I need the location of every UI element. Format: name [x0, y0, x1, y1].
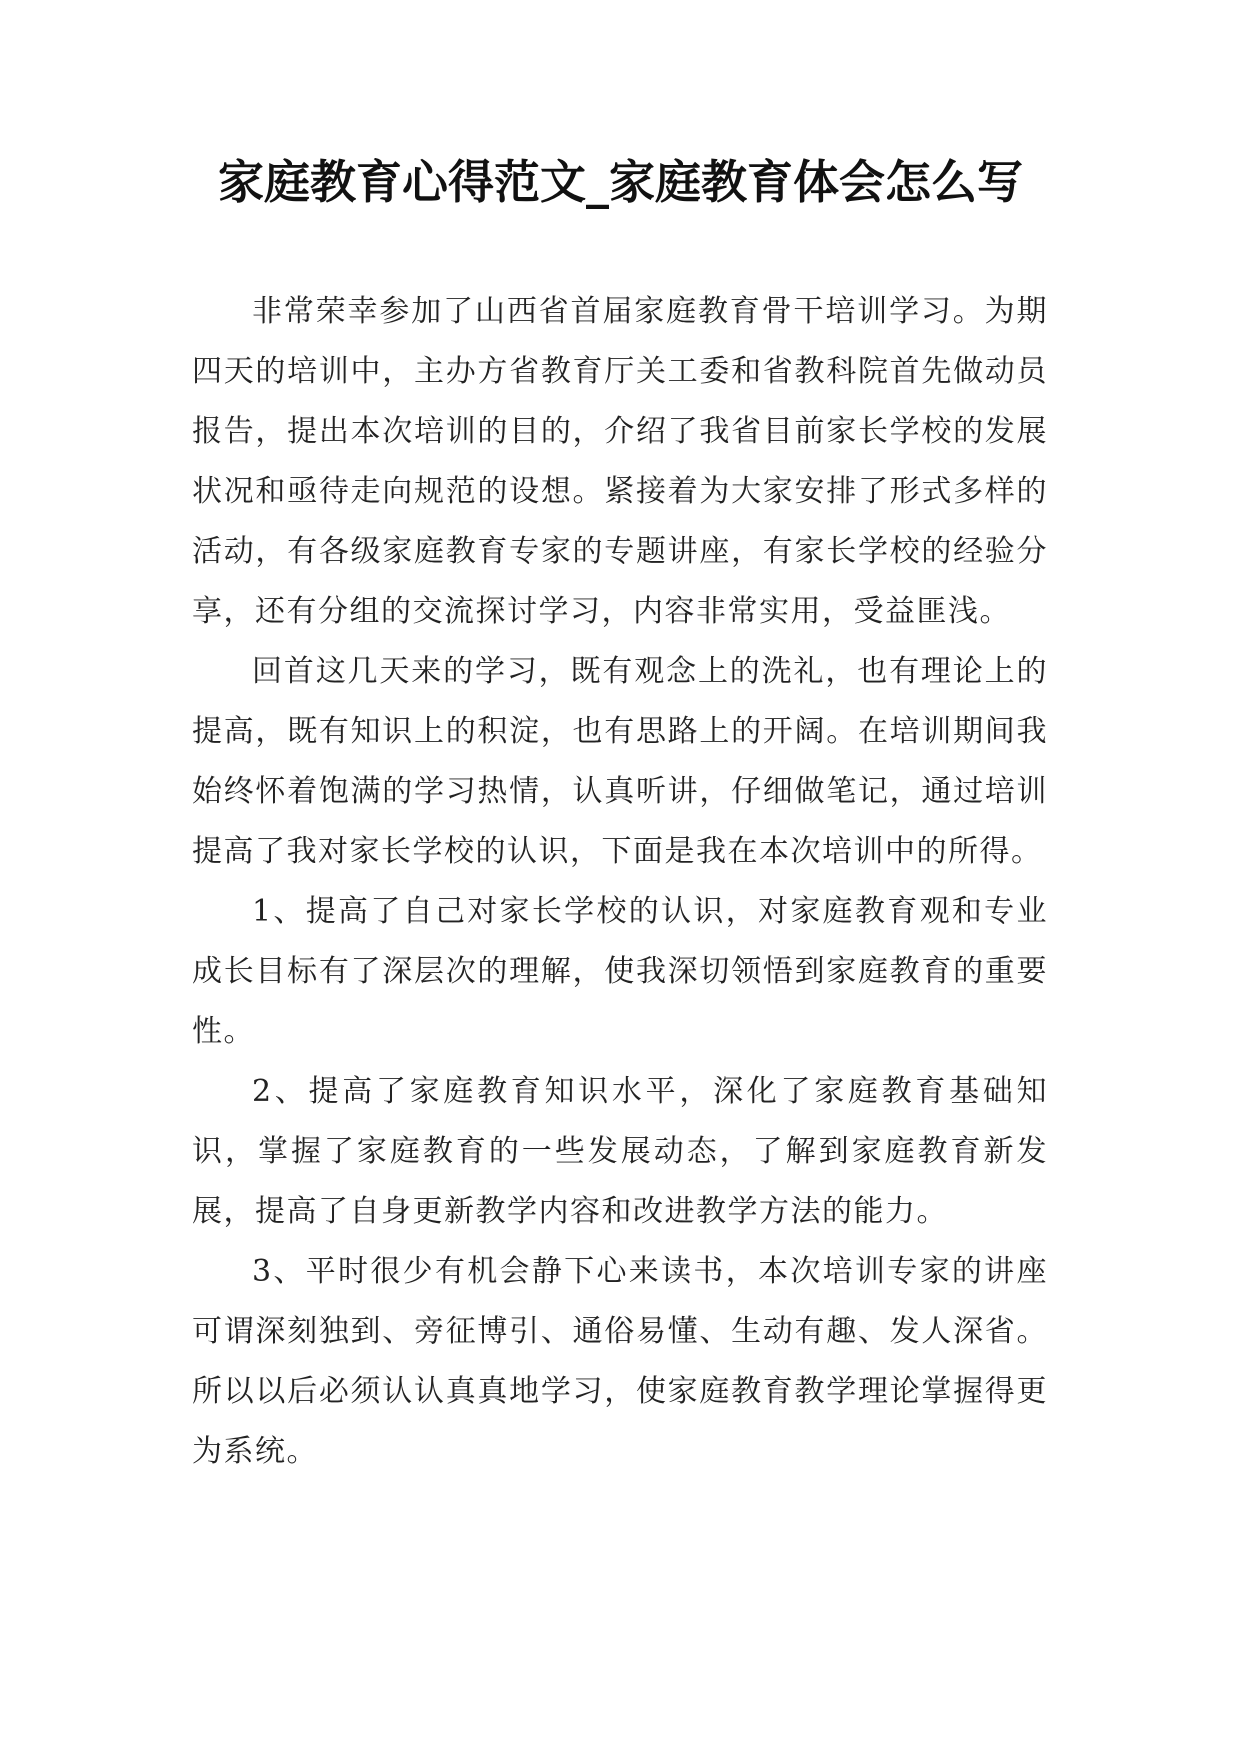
document-title: 家庭教育心得范文_家庭教育体会怎么写: [218, 155, 1023, 209]
paragraph-point-1: 1、提高了自己对家长学校的认识，对家庭教育观和专业成长目标有了深层次的理解，使我深切领悟到家庭教育的重要性。: [192, 894, 1048, 1049]
paragraph-review: 回首这几天来的学习，既有观念上的洗礼，也有理论上的提高，既有知识上的积淀，也有思路上的开阔。在培训期间我始终怀着饱满的学习热情，认真听讲，仔细做笔记，通过培训提高了我对家长学校的认识，下面是我在本次培训中的所得。: [192, 654, 1048, 869]
paragraph-point-2: 2、提高了家庭教育知识水平，深化了家庭教育基础知识，掌握了家庭教育的一些发展动态，了解到家庭教育新发展，提高了自身更新教学内容和改进教学方法的能力。: [192, 1074, 1048, 1229]
paragraph-intro: 非常荣幸参加了山西省首届家庭教育骨干培训学习。为期四天的培训中，主办方省教育厅关工委和省教科院首先做动员报告，提出本次培训的目的，介绍了我省目前家长学校的发展状况和亟待走向规范的设想。紧接着为大家安排了形式多样的活动，有各级家庭教育专家的专题讲座，有家长学校的经验分享，还有分组的交流探讨学习，内容非常实用，受益匪浅。: [192, 294, 1048, 629]
paragraph-point-3: 3、平时很少有机会静下心来读书，本次培训专家的讲座可谓深刻独到、旁征博引、通俗易懂、生动有趣、发人深省。所以以后必须认认真真地学习，使家庭教育教学理论掌握得更为系统。: [192, 1254, 1048, 1469]
document-body: [192, 282, 1048, 1482]
